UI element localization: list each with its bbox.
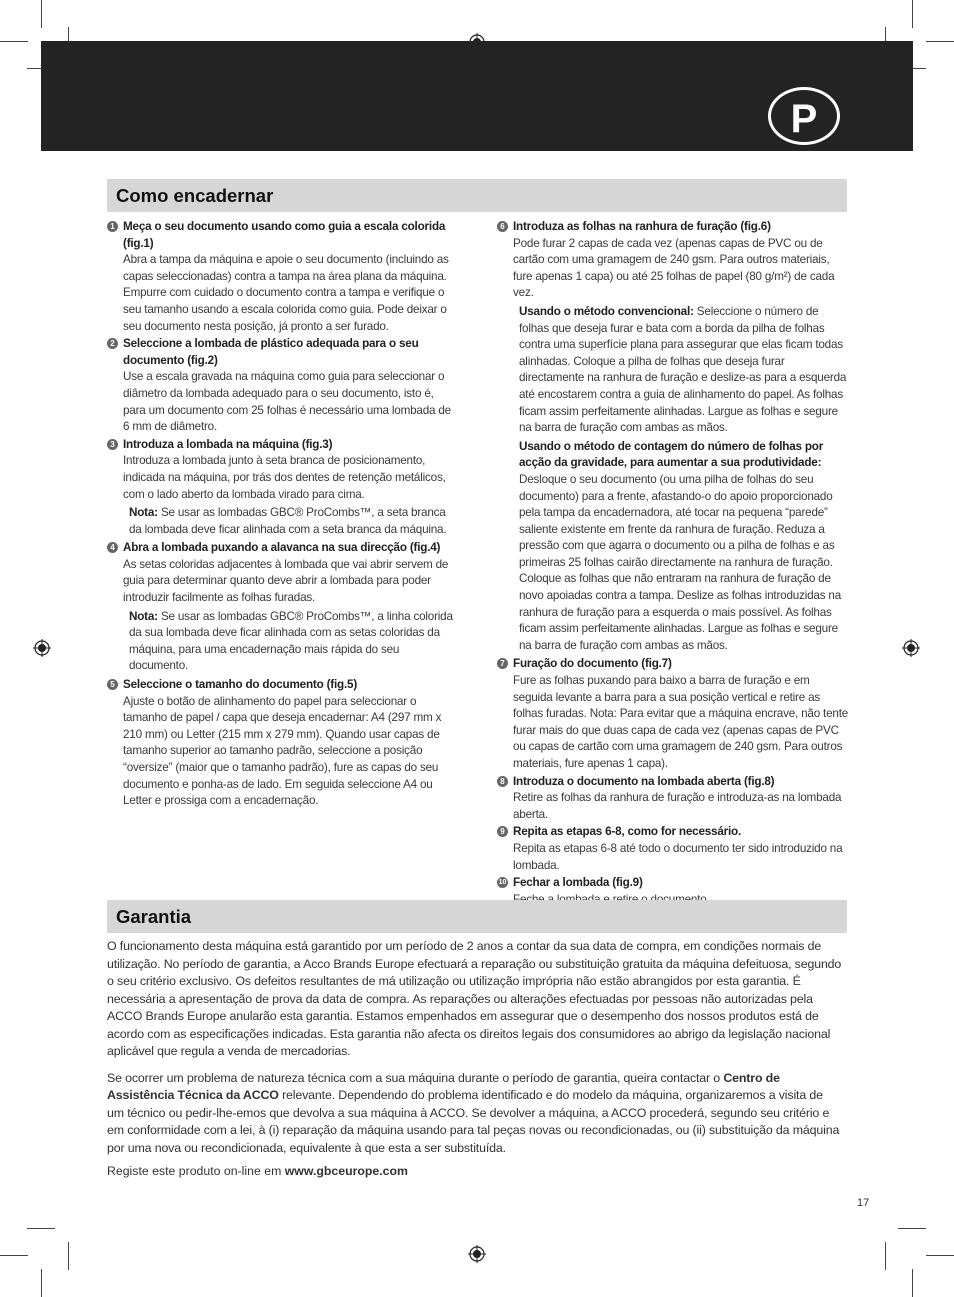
step-title: Abra a lombada puxando a alavanca na sua direcção (fig.4) [123, 541, 441, 555]
step-9 [497, 824, 849, 874]
step-title: Seleccione o tamanho do documento (fig.5) [123, 678, 358, 692]
step-3 [107, 437, 455, 539]
step-title: Introduza a lombada na máquina (fig.3) [123, 437, 333, 451]
note-text: Se usar as lombadas GBC® ProCombs™, a linha colorida da sua lombada deve ficar alinhada com as setas coloridas da máquina, para uma encadernação mais rápida do seu documento. [129, 609, 453, 673]
step-text: Abra a tampa da máquina e apoie o seu documento (incluindo as capas seleccionadas) contra a tampa na área plana da máquina. Empurre com cuidado o documento contra a tampa e verifique o seu tamanho usando a escala colorida como guia. Pode deixar o seu documento nesta posição, já pronto a ser furado. [123, 253, 449, 333]
step-number-badge: 9 [497, 826, 508, 837]
section-header-binding [107, 179, 847, 212]
step-title: Introduza o documento na lombada aberta (fig.8) [513, 774, 775, 788]
step-number-badge: 5 [107, 679, 118, 690]
step-text: Ajuste o botão de alinhamento do papel para seleccionar o tamanho de papel / capa que deseja encadernar: A4 (297 mm x 210 mm) ou Letter (215 mm x 279 mm). Quando usar capas de tamanho superior ao tamanho padrão, seleccione a posição “oversize” (maior que o tamanho padrão), fure as capas do seu documento e ponha-as de lado. Em seguida seleccione A4 ou Letter e prossiga com a encadernação. [123, 694, 442, 808]
step-number-badge: 2 [107, 338, 118, 349]
note-label: Nota: [129, 506, 158, 520]
step-note [129, 505, 455, 538]
step-text: As setas coloridas adjacentes à lombada que vai abrir servem de guia para determinar quanto deve abrir a lombada para poder introduzir facilmente as folhas furadas. [123, 557, 449, 605]
step-text: Retire as folhas da ranhura de furação e introduza-as na lombada aberta. [513, 791, 842, 821]
crop-mark [912, 1269, 913, 1297]
crop-mark [912, 0, 913, 28]
step-number-badge: 8 [497, 776, 508, 787]
step-title: Fechar a lombada (fig.9) [513, 876, 643, 890]
registration-mark-icon [468, 1245, 486, 1263]
step-number-badge: 7 [497, 658, 508, 669]
step-2 [107, 336, 455, 436]
method-label: Usando o método convencional: [519, 304, 694, 318]
text-span: relevante. Dependendo do problema identificado e do modelo da máquina, organizaremos a visita de um técnico ou pedir-lhe-emos que devolva a sua máquina à ACCO. Se devolver a máquina, a ACCO procederá, segundo seu critério e em conformidade com a lei, à (i) reparação da máquina usando para tal peças novas ou recondicionadas, ou (ii) substituição da máquina por uma nova ou recondicionada, equivalente à que esta a ser substituída. [107, 1088, 840, 1155]
crop-mark [41, 1269, 42, 1297]
note-text: Se usar as lombadas GBC® ProCombs™, a seta branca da lombada deve ficar alinhada com a seta branca da máquina. [129, 506, 447, 536]
method-label: Usando o método de contagem do número de folhas por acção da gravidade, para aumentar a sua produtividade: [519, 439, 824, 470]
register-text: Registe este produto on-line em [107, 1164, 282, 1178]
step-number-badge: 1 [107, 221, 118, 232]
step-number-badge: 3 [107, 439, 118, 450]
page-number: 17 [857, 1197, 870, 1209]
step-text: Use a escala gravada na máquina como guia para seleccionar o diâmetro da lombada adequado para o seu documento, isto é, para um documento com 25 folhas é necessário uma lombada de 6 mm de diâmetro. [123, 370, 451, 434]
method-gravity [519, 439, 849, 655]
warranty-text [107, 938, 842, 1166]
register-link[interactable]: www.gbceurope.com [284, 1164, 408, 1178]
registration-mark-icon [902, 639, 920, 657]
section-title: Garantia [116, 906, 192, 927]
crop-mark [926, 41, 954, 42]
right-column [497, 219, 849, 909]
section-header-warranty [107, 900, 847, 933]
language-badge: P [768, 87, 840, 145]
step-4 [107, 540, 455, 675]
crop-mark [0, 1255, 28, 1256]
crop-mark [898, 1228, 926, 1229]
step-8 [497, 774, 849, 824]
step-title: Furação do documento (fig.7) [513, 657, 672, 671]
step-title: Meça o seu documento usando como guia a escala colorida (fig.1) [123, 220, 446, 250]
step-number-badge: 4 [107, 542, 118, 553]
crop-mark [926, 1255, 954, 1256]
step-note [129, 609, 455, 675]
text-span: Se ocorrer um problema de natureza técnica com a sua máquina durante o período de garantia, queira contactar o [107, 1070, 721, 1085]
step-7 [497, 656, 849, 772]
crop-mark [885, 1242, 886, 1270]
register-line [107, 1164, 408, 1178]
crop-mark [68, 1242, 69, 1270]
warranty-paragraph-2 [107, 1070, 842, 1158]
service-center-name: Centro de Assistência Técnica da ACCO [107, 1070, 780, 1102]
step-text: Fure as folhas puxando para baixo a barra de furação e em seguida levante a barra para a sua posição vertical e retire as folhas furadas. Nota: Para evitar que a máquina encrave, não tente furar mais do que duas capa de cada vez (apenas capas de PVC ou capas de cartão com uma gramagem de 240 gsm. Para outros materiais, fure apenas 1 capa). [513, 674, 849, 770]
note-label: Nota: [129, 609, 158, 623]
crop-mark [0, 41, 28, 42]
method-text: Desloque o seu documento (ou uma pilha de folhas do seu documento) para a frente, afastando-o do apoio proporcionado pela tampa da encadernadora, até tocar na pequena “parede” saliente existente em frente da ranhura de furação. Reduza a pressão com que agarra o documento ou a pilha de folhas e as primeiras 25 folhas cairão directamente na ranhura de furação. Coloque as folhas que não entraram na ranhura de furação de novo apoiadas contra a tampa. Deslize as folhas introduzidas na ranhura de furação para a esquerda o mais possível. As folhas ficam assim perfeitamente alinhadas. Largue as folhas e segure na barra de furação com ambas as mãos. [519, 472, 841, 652]
step-6 [497, 219, 849, 654]
registration-mark-icon [33, 639, 51, 657]
method-text: Seleccione o número de folhas que deseja furar e bata com a borda da pilha de folhas contra uma superfície plana para assegurar que elas ficam todas alinhadas. Coloque a pilha de folhas que deseja furar directamente na ranhura de furação e deslize-as para a esquerda até encostarem contra a guia de alinhamento do papel. As folhas ficam assim perfeitamente alinhadas. Largue as folhas e segure na barra de furação com ambas as mãos. [519, 304, 847, 435]
step-number-badge: 10 [498, 879, 507, 887]
step-text: Repita as etapas 6-8 até todo o documento ter sido introduzido na lombada. [513, 841, 843, 872]
step-text: Pode furar 2 capas de cada vez (apenas capas de PVC ou de cartão com uma gramagem de 240 gsm. Para outros materiais, fure apenas 1 capa) ou até 25 folhas de papel (80 g/m²) de cada vez. [513, 236, 835, 300]
left-column [107, 219, 455, 811]
step-title: Repita as etapas 6-8, como for necessário. [513, 825, 742, 839]
step-text: Introduza a lombada junto à seta branca de posicionamento, indicada na máquina, por trás dos dentes de retenção metálicos, com o lado aberto da lombada virado para cima. [123, 454, 446, 501]
crop-mark [27, 1228, 55, 1229]
warranty-paragraph-1: O funcionamento desta máquina está garantido por um período de 2 anos a contar da sua data de compra, em condições normais de utilização. No período de garantia, a Acco Brands Europe efectuará a reparação ou substituição gratuita da máquina defeituosa, segundo o seu critério exclusivo. Os defeitos resultantes de má utilização ou utilização imprópria não estão abrangidos por esta garantia. É necessária a apresentação de prova da data de compra. As reparações ou alterações efectuadas por pessoas não autorizadas pela ACCO Brands Europe anularão esta garantia. Estamos empenhados em assegurar que o desempenho dos nossos produtos está de acordo com as especificações indicadas. Esta garantia não afecta os direitos legais dos consumidores ao abrigo da legislação nacional aplicável que regula a venda de mercadorias. [107, 939, 842, 1058]
section-title: Como encadernar [116, 185, 274, 206]
crop-mark [41, 0, 42, 28]
method-conventional [519, 304, 849, 437]
step-5 [107, 677, 455, 810]
step-title: Seleccione a lombada de plástico adequada para o seu documento (fig.2) [123, 337, 419, 367]
step-1 [107, 219, 455, 335]
step-number-badge: 6 [497, 221, 508, 232]
step-title: Introduza as folhas na ranhura de furação (fig.6) [513, 220, 771, 233]
